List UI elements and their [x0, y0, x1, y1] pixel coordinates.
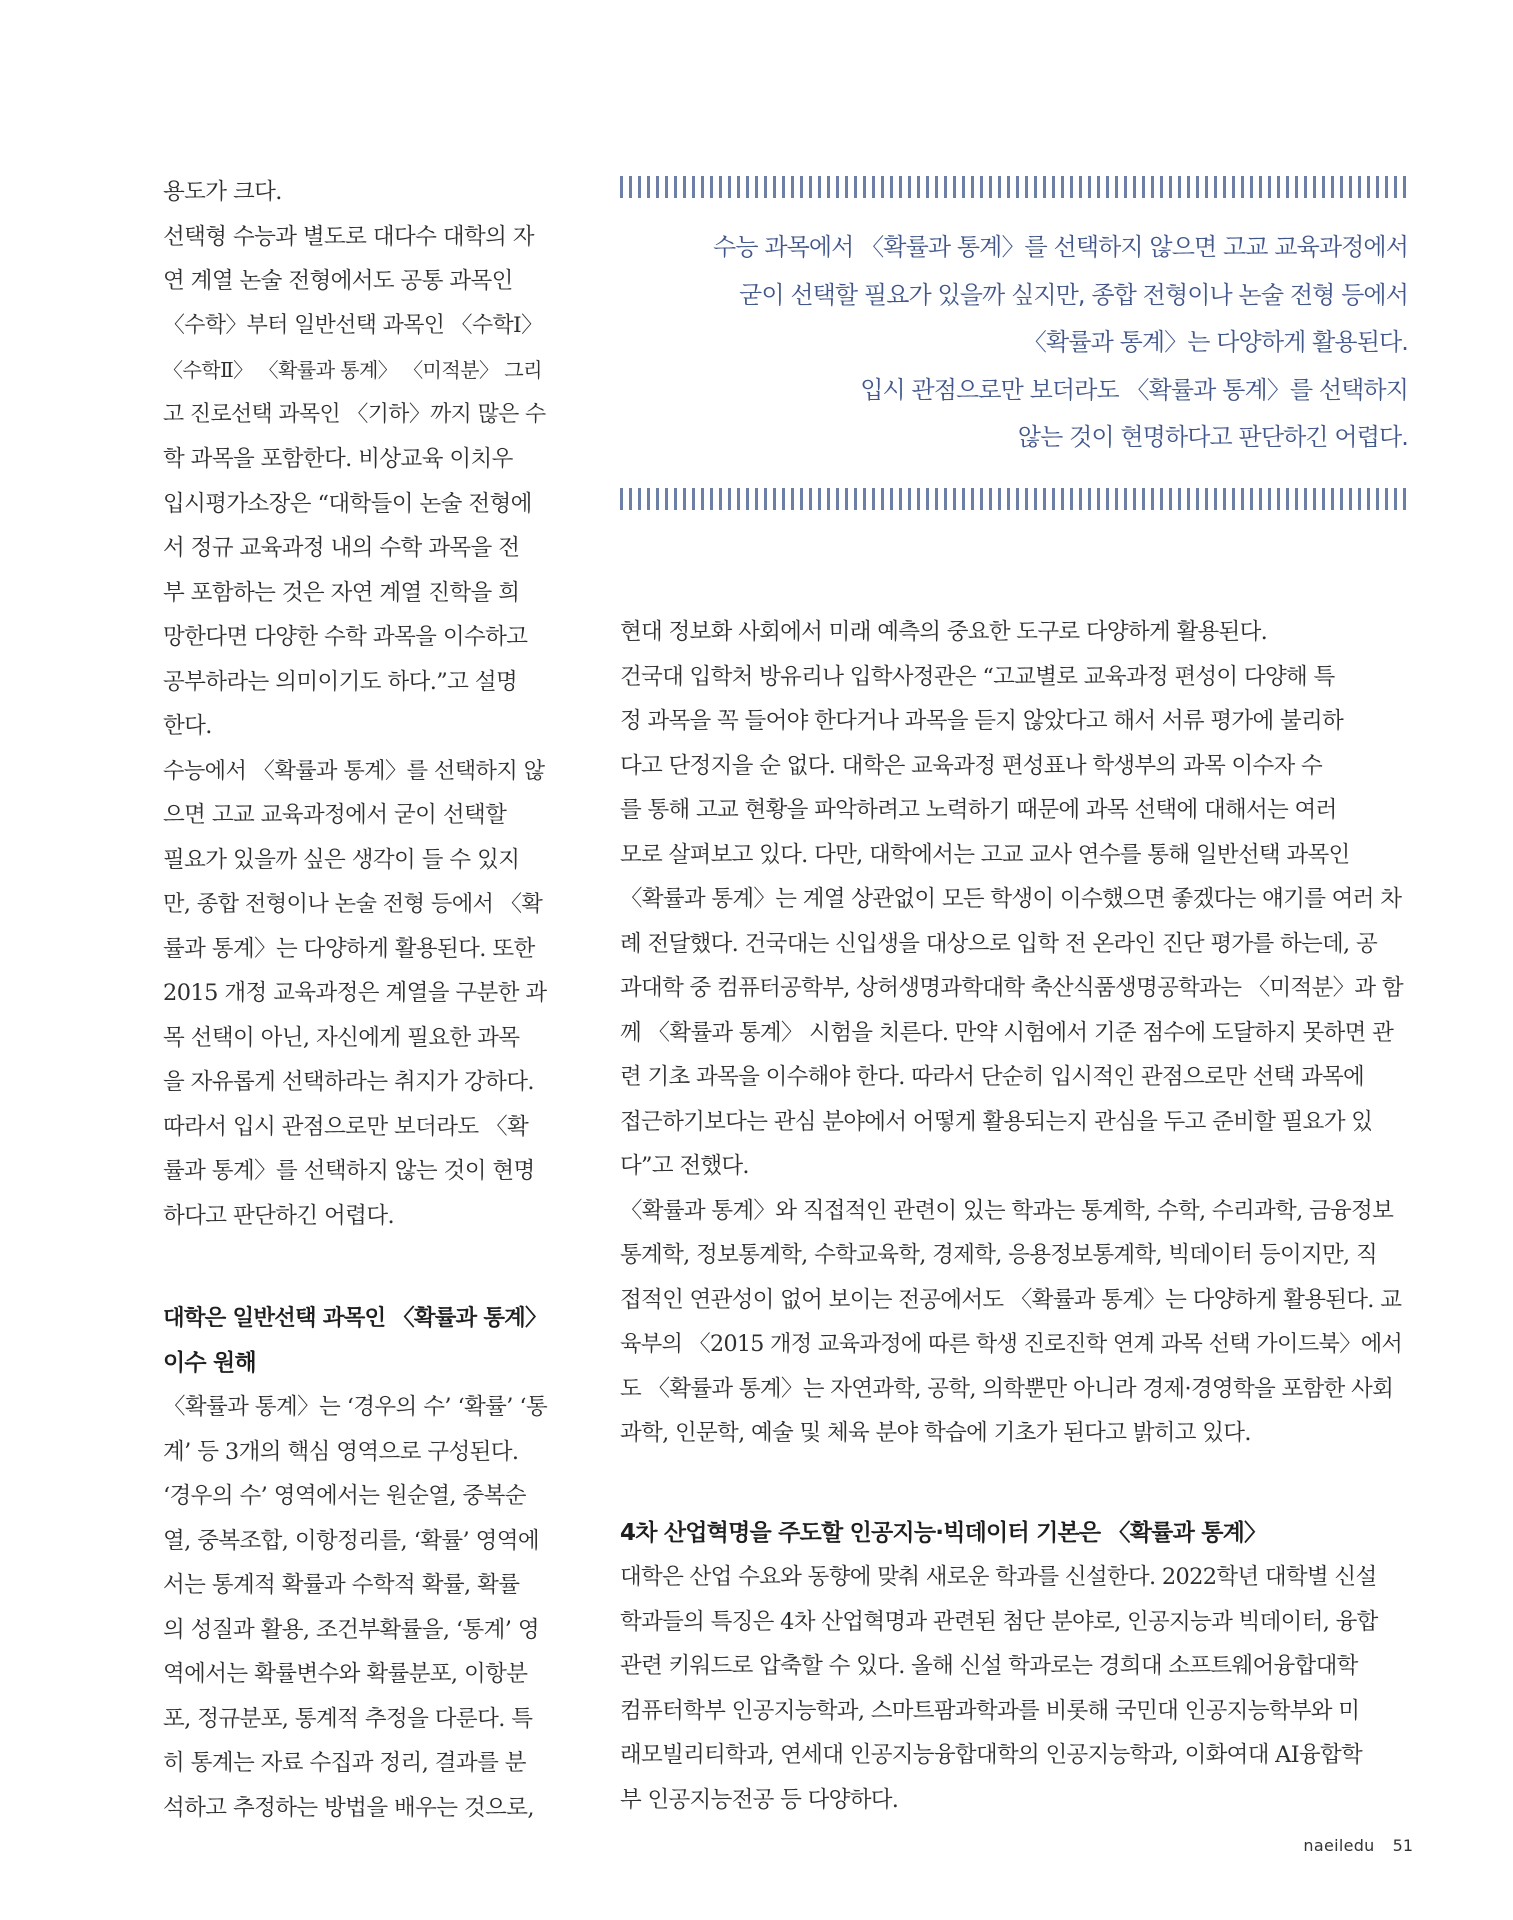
- text-line: 2015 개정 교육과정은 계열을 구분한 과: [163, 980, 547, 1006]
- text-line: 모로 살펴보고 있다. 다만, 대학에서는 고교 교사 연수를 통해 일반선택 과목인: [620, 841, 1350, 868]
- text-line: 망한다면 다양한 수학 과목을 이수하고: [163, 624, 528, 650]
- text-line: 께 〈확률과 통계〉 시험을 치른다. 만약 시험에서 기준 점수에 도달하지 못하면 관: [620, 1019, 1394, 1046]
- text-line: 서는 통계적 확률과 수학적 확률, 확률: [163, 1572, 520, 1598]
- text-line: 선택형 수능과 별도로 대다수 대학의 자: [163, 223, 534, 250]
- text-line: 열, 중복조합, 이항정리를, ‘확률’ 영역에: [163, 1527, 539, 1554]
- text-line: 석하고 추정하는 방법을 배우는 것으로,: [163, 1794, 534, 1821]
- text-line: 이수 원해: [163, 1349, 256, 1376]
- text-line: 를 통해 고교 현황을 파악하려고 노력하기 때문에 과목 선택에 대해서는 여러: [620, 797, 1337, 823]
- left-para-2: [163, 215, 547, 749]
- text-line: 공부하라는 의미이기도 하다.”고 설명: [163, 668, 518, 695]
- text-line: 학과들의 특징은 4차 산업혁명과 관련된 첨단 분야로, 인공지능과 빅데이터, 융합: [620, 1608, 1378, 1635]
- text-line: 입시평가소장은 “대학들이 논술 전형에: [163, 490, 532, 517]
- text-line: 하다고 판단하긴 어렵다.: [163, 1202, 395, 1229]
- text-line: 률과 통계〉는 다양하게 활용된다. 또한: [163, 935, 535, 962]
- text-line: 의 성질과 활용, 조건부확률을, ‘통계’ 영: [163, 1616, 539, 1643]
- text-line: 부 포함하는 것은 자연 계열 진학을 희: [163, 579, 520, 606]
- text-line: 대학은 산업 수요와 동향에 맞춰 새로운 학과를 신설한다. 2022학년 대학별 신설: [620, 1564, 1377, 1590]
- text-line: ‘경우의 수’ 영역에서는 원순열, 중복순: [163, 1483, 526, 1509]
- text-line: 다고 단정지을 순 없다. 대학은 교육과정 편성표나 학생부의 과목 이수자 수: [620, 752, 1323, 779]
- right-para-1: [620, 610, 1408, 1189]
- text-line: 정 과목을 꼭 들어야 한다거나 과목을 듣지 않았다고 해서 서류 평가에 불리하: [620, 708, 1344, 734]
- text-line: 〈확률과 통계〉는 계열 상관없이 모든 학생이 이수했으면 좋겠다는 얘기를 여러 차: [620, 886, 1402, 912]
- text-line: 관련 키워드로 압축할 수 있다. 올해 신설 학과로는 경희대 소프트웨어융합대학: [620, 1653, 1358, 1679]
- right-para-2: [620, 1189, 1408, 1456]
- text-line: 서 정규 교육과정 내의 수학 과목을 전: [163, 535, 520, 561]
- text-line: 통계학, 정보통계학, 수학교육학, 경제학, 응용정보통계학, 빅데이터 등이지만, 직: [620, 1242, 1377, 1268]
- text-line: 역에서는 확률변수와 확률분포, 이항분: [163, 1661, 528, 1687]
- text-line: 과대학 중 컴퓨터공학부, 상허생명과학대학 축산식품생명공학과는 〈미적분〉과 함: [620, 975, 1403, 1001]
- text-line: 〈수학〉부터 일반선택 과목인 〈수학Ⅰ〉: [163, 312, 543, 338]
- text-line: 과학, 인문학, 예술 및 체육 분야 학습에 기초가 된다고 밝히고 있다.: [620, 1420, 1251, 1446]
- text-line: 용도가 크다.: [163, 179, 282, 205]
- text-line: 률과 통계〉를 선택하지 않는 것이 현명: [163, 1158, 535, 1184]
- text-line: 부 인공지능전공 등 다양하다.: [620, 1786, 899, 1813]
- text-line: 포, 정규분포, 통계적 추정을 다룬다. 특: [163, 1705, 533, 1732]
- text-line: 접근하기보다는 관심 분야에서 어떻게 활용되는지 관심을 두고 준비할 필요가 있: [620, 1108, 1373, 1135]
- text-line: 래모빌리티학과, 연세대 인공지능융합대학의 인공지능학과, 이화여대 AI융합학: [620, 1742, 1363, 1768]
- text-line: 입시 관점으로만 보더라도 〈확률과 통계〉를 선택하지: [860, 375, 1408, 404]
- text-line: 련 기초 과목을 이수해야 한다. 따라서 단순히 입시적인 관점으로만 선택 과목에: [620, 1064, 1365, 1090]
- text-line: 굳이 선택할 필요가 있을까 싶지만, 종합 전형이나 논술 전형 등에서: [739, 280, 1408, 309]
- text-line: 〈확률과 통계〉는 ‘경우의 수’ ‘확률’ ‘통: [163, 1394, 548, 1420]
- text-line: 고 진로선택 과목인 〈기하〉까지 많은 수: [163, 401, 546, 427]
- text-line: 을 자유롭게 선택하라는 취지가 강하다.: [163, 1069, 534, 1095]
- text-line: 따라서 입시 관점으로만 보더라도 〈확: [163, 1113, 529, 1140]
- right-section-heading: 4차 산업혁명을 주도할 인공지능·빅데이터 기본은 〈확률과 통계〉: [620, 1519, 1267, 1546]
- left-para-1: [163, 170, 547, 215]
- left-section-heading: [163, 1296, 547, 1385]
- text-line: 연 계열 논술 전형에서도 공통 과목인: [163, 268, 513, 294]
- text-line: 수능에서 〈확률과 통계〉를 선택하지 않: [163, 757, 545, 784]
- text-line: 않는 것이 현명하다고 판단하긴 어렵다.: [1017, 423, 1408, 451]
- text-line: 계’ 등 3개의 핵심 영역으로 구성된다.: [163, 1438, 519, 1465]
- text-line: 한다.: [163, 713, 212, 739]
- left-column: [163, 170, 547, 1830]
- text-line: 히 통계는 자료 수집과 정리, 결과를 분: [163, 1750, 526, 1776]
- text-line: 만, 종합 전형이나 논술 전형 등에서 〈확: [163, 891, 543, 917]
- left-para-4: [163, 1385, 547, 1830]
- text-line: 으면 고교 교육과정에서 굳이 선택할: [163, 802, 507, 828]
- text-line: 도 〈확률과 통계〉는 자연과학, 공학, 의학뿐만 아니라 경제·경영학을 포함한 사회: [620, 1375, 1394, 1402]
- right-para-3: [620, 1555, 1408, 1822]
- text-line: 접적인 연관성이 없어 보이는 전공에서도 〈확률과 통계〉는 다양하게 활용된다. 교: [620, 1286, 1402, 1313]
- footer-brand: naeiledu: [1303, 1836, 1375, 1855]
- text-line: 〈확률과 통계〉와 직접적인 관련이 있는 학과는 통계학, 수학, 수리과학, 금융정보: [620, 1197, 1394, 1224]
- text-line: 컴퓨터학부 인공지능학과, 스마트팜과학과를 비롯해 국민대 인공지능학부와 미: [620, 1697, 1360, 1724]
- text-line: 학 과목을 포함한다. 비상교육 이치우: [163, 446, 513, 472]
- text-line: 건국대 입학처 방유리나 입학사정관은 “고교별로 교육과정 편성이 다양해 특: [620, 663, 1335, 690]
- page-footer: [1303, 1836, 1413, 1855]
- right-column: [620, 170, 1408, 1822]
- text-line: 대학은 일반선택 과목인 〈확률과 통계〉: [163, 1305, 547, 1331]
- text-line: 수능 과목에서 〈확률과 통계〉를 선택하지 않으면 고교 교육과정에서: [713, 233, 1408, 261]
- text-line: 다”고 전했다.: [620, 1153, 749, 1179]
- text-line: 육부의 〈2015 개정 교육과정에 따른 학생 진로진학 연계 과목 선택 가이드북〉에서: [620, 1331, 1403, 1357]
- text-line: 례 전달했다. 건국대는 신입생을 대상으로 입학 전 온라인 진단 평가를 하는데, 공: [620, 930, 1377, 957]
- text-line: 현대 정보화 사회에서 미래 예측의 중요한 도구로 다양하게 활용된다.: [620, 619, 1268, 645]
- text-line: 〈확률과 통계〉는 다양하게 활용된다.: [1022, 328, 1408, 356]
- text-line: 목 선택이 아닌, 자신에게 필요한 과목: [163, 1024, 520, 1051]
- page-number: 51: [1392, 1836, 1413, 1855]
- text-line: 필요가 있을까 싶은 생각이 들 수 있지: [163, 846, 520, 873]
- text-line: 〈수학Ⅱ〉 〈확률과 통계〉 〈미적분〉 그리: [163, 358, 542, 382]
- left-para-3: [163, 749, 547, 1239]
